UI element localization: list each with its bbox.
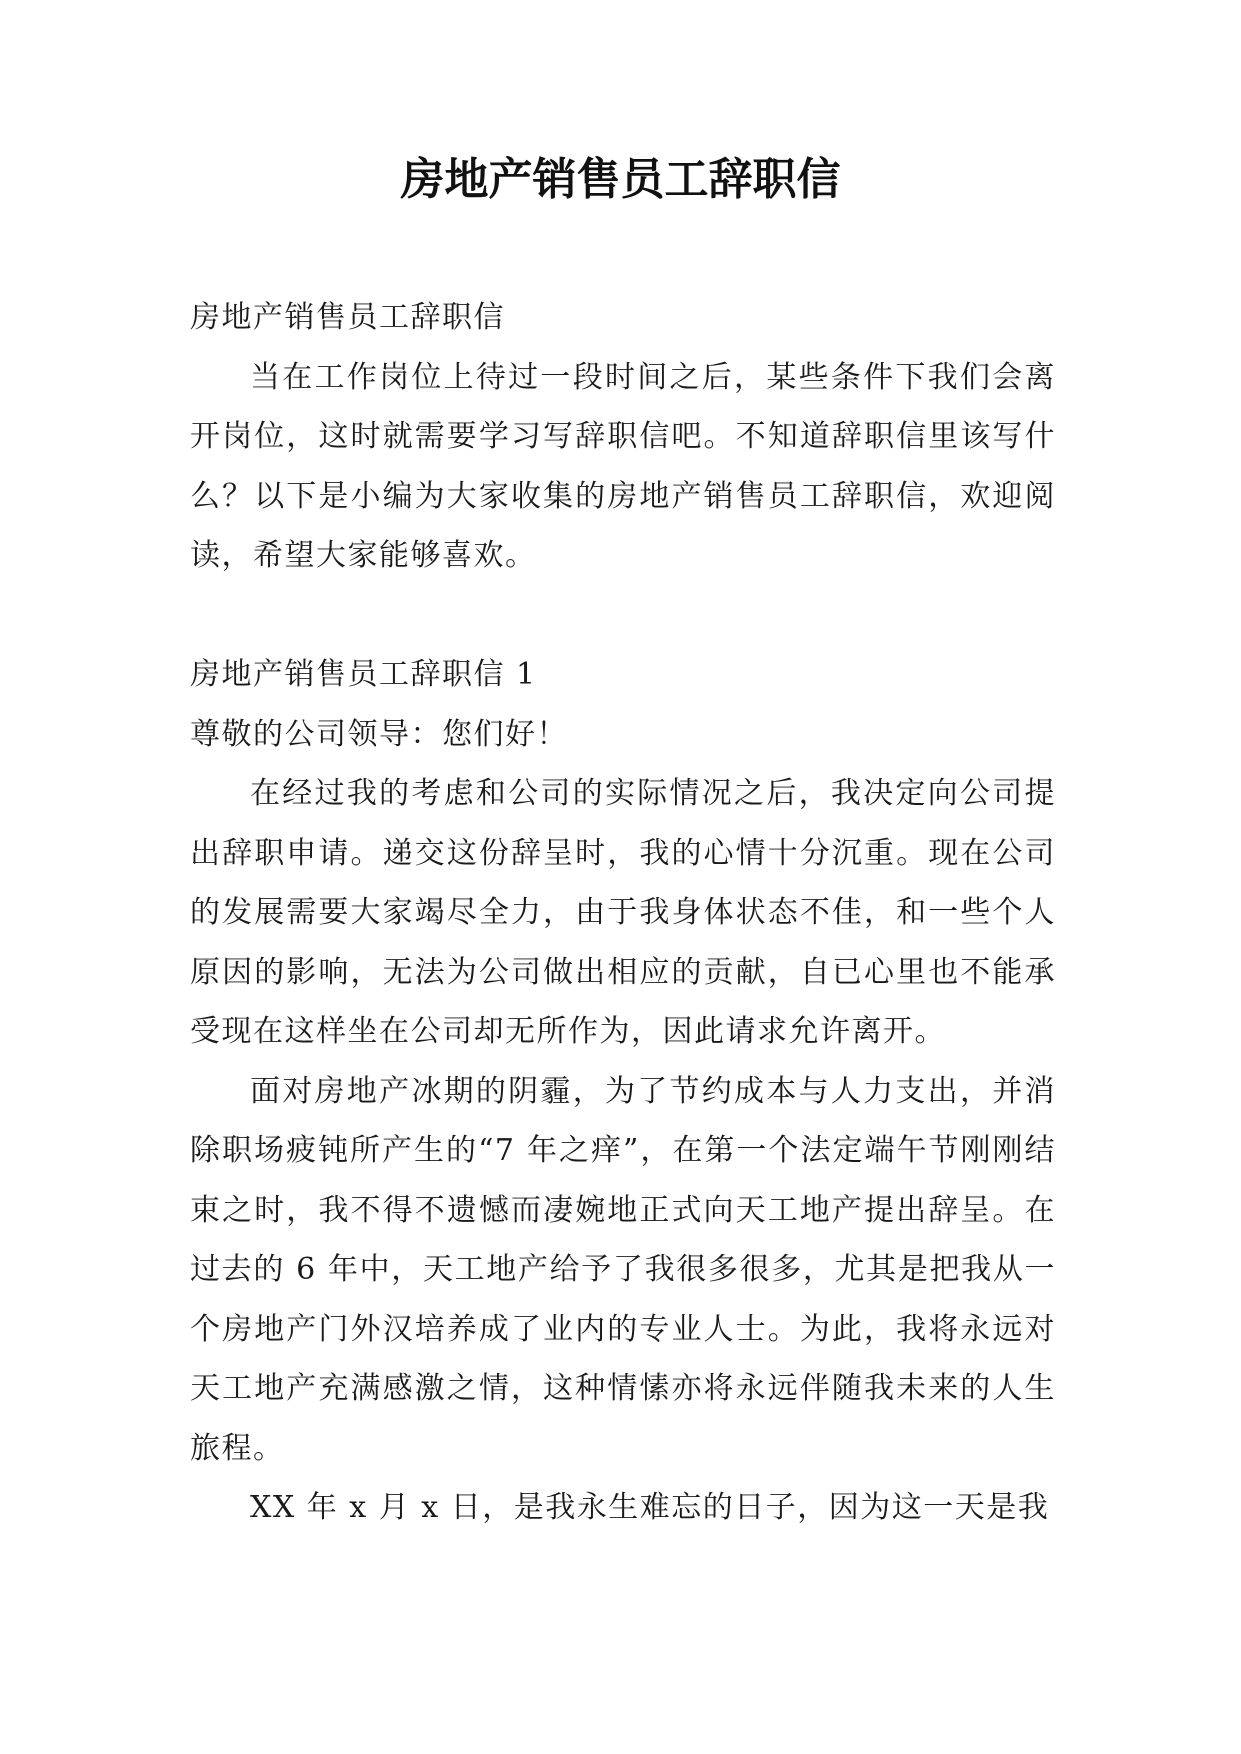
- body-paragraph: 面对房地产冰期的阴霾，为了节约成本与人力支出，并消除职场疲钝所产生的“7 年之痒”，在第一个法定端午节刚刚结束之时，我不得不遗憾而凄婉地正式向天工地产提出辞呈。在过去的 6 年中，天工地产给予了我很多很多，尤其是把我从一个房地产门外汉培养成了业内的专业人士。为此，我将永远对天工地产充满感激之情，这种情愫亦将永远伴随我未来的人生旅程。: [190, 1073, 1056, 1466]
- body-paragraph: XX 年 x 月 x 日，是我永生难忘的日子，因为这一天是我: [250, 1490, 1050, 1525]
- intro-paragraph: 当在工作岗位上待过一段时间之后，某些条件下我们会离开岗位，这时就需要学习写辞职信吧。不知道辞职信里该写什么？以下是小编为大家收集的房地产销售员工辞职信，欢迎阅读，希望大家能够喜欢。: [190, 359, 1056, 573]
- salutation: 尊敬的公司领导：您们好！: [190, 716, 568, 752]
- document-body: [190, 288, 1056, 1538]
- body-paragraph: 在经过我的考虑和公司的实际情况之后，我决定向公司提出辞职申请。递交这份辞呈时，我的心情十分沉重。现在公司的发展需要大家竭尽全力，由于我身体状态不佳，和一些个人原因的影响，无法为公司做出相应的贡献，自已心里也不能承受现在这样坐在公司却无所作为，因此请求允许离开。: [190, 776, 1056, 1049]
- heading-repeat: 房地产销售员工辞职信: [190, 300, 505, 335]
- section-title: 房地产销售员工辞职信 1: [190, 657, 537, 692]
- paragraph-gap: [190, 586, 1056, 646]
- document-title: 房地产销售员工辞职信: [400, 154, 841, 205]
